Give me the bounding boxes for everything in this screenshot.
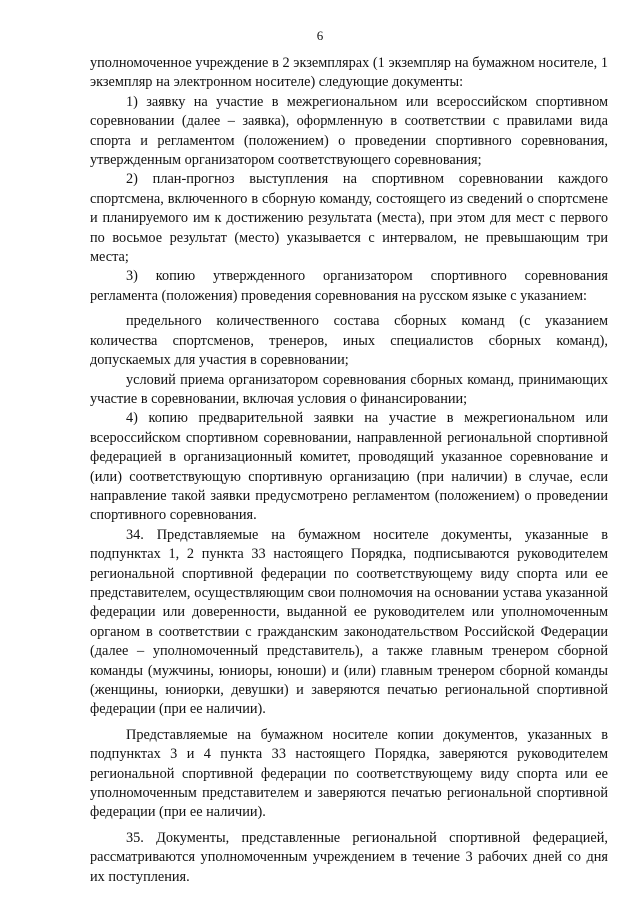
paragraph-section-34: 34. Представляемые на бумажном носителе документы, указанные в подпунктах 1, 2 пункта 33 настоящего Порядка, подписываются руководителем региональной спортивной федерации по соответствующему виду спорта или ее представителем, осуществляющим свои полномочия на основании устава указанной федерации или доверенности, выданной ее руководителем или уполномоченным органом в соответствии с гражданским законодательством Российской Федерации (далее – уполномоченный представитель), а также главным тренером сборной команды (мужчины, юниоры, юноши) и (или) главным тренером сборной команды (женщины, юниорки, девушки) и заверяются печатью региональной спортивной федерации (при ее наличии).	[90, 526, 608, 718]
paragraph-item-3-subpoint-1: предельного количественного состава сборных команд (с указанием количества спортсменов, тренеров, иных специалистов сборных команд), допускаемых для участия в соревновании;	[90, 313, 608, 369]
paragraph-item-3-subpoint-2: условий приема организатором соревнования сборных команд, принимающих участие в соревновании, включая условия о финансировании;	[90, 371, 608, 407]
paragraph-section-35: 35. Документы, представленные региональной спортивной федерацией, рассматриваются уполномоченным учреждением в течение 3 рабочих дней со дня их поступления.	[90, 829, 608, 885]
paragraph-item-1: 1) заявку на участие в межрегиональном или всероссийском спортивном соревновании (далее – заявка), оформленную в соответствии с правилами вида спорта и регламентом (положением) о проведении спортивного соревнования, утвержденным организатором соответствующего соревнования;	[90, 93, 608, 169]
page-number: 6	[316, 28, 324, 43]
paragraph-item-3: 3) копию утвержденного организатором спортивного соревнования регламента (положения) проведения соревнования на русском языке с указанием:	[90, 268, 608, 304]
paragraph-item-4: 4) копию предварительной заявки на участие в межрегиональном или всероссийском спортивном соревновании, направленной региональной спортивной федерацией в организационный комитет, проводящий указанное соревнование и (или) соответствующую спортивную организацию (при наличии) в случае, если направление такой заявки предусмотрено регламентом (положением) о проведении спортивного соревнования.	[90, 410, 608, 524]
paragraph-section-34-copies: Представляемые на бумажном носителе копии документов, указанных в подпунктах 3 и 4 пункта 33 настоящего Порядка, заверяются руководителем региональной спортивной федерации по соответствующему виду спорта или ее уполномоченным представителем и заверяются печатью региональной спортивной федерации (при ее наличии).	[90, 726, 608, 821]
paragraph-intro-continuation: уполномоченное учреждение в 2 экземплярах (1 экземпляр на бумажном носителе, 1 экземпляр на электронном носителе) следующие документы:	[90, 55, 608, 91]
document-body	[90, 54, 608, 887]
paragraph-item-2: 2) план-прогноз выступления на спортивном соревновании каждого спортсмена, включенного в сборную команду, состоящего из сведений о спортсмене и планируемого им к достижению результата (места), при этом для мест с первого по восьмое результат (место) указывается с интервалом, не превышающим три места;	[90, 171, 608, 266]
